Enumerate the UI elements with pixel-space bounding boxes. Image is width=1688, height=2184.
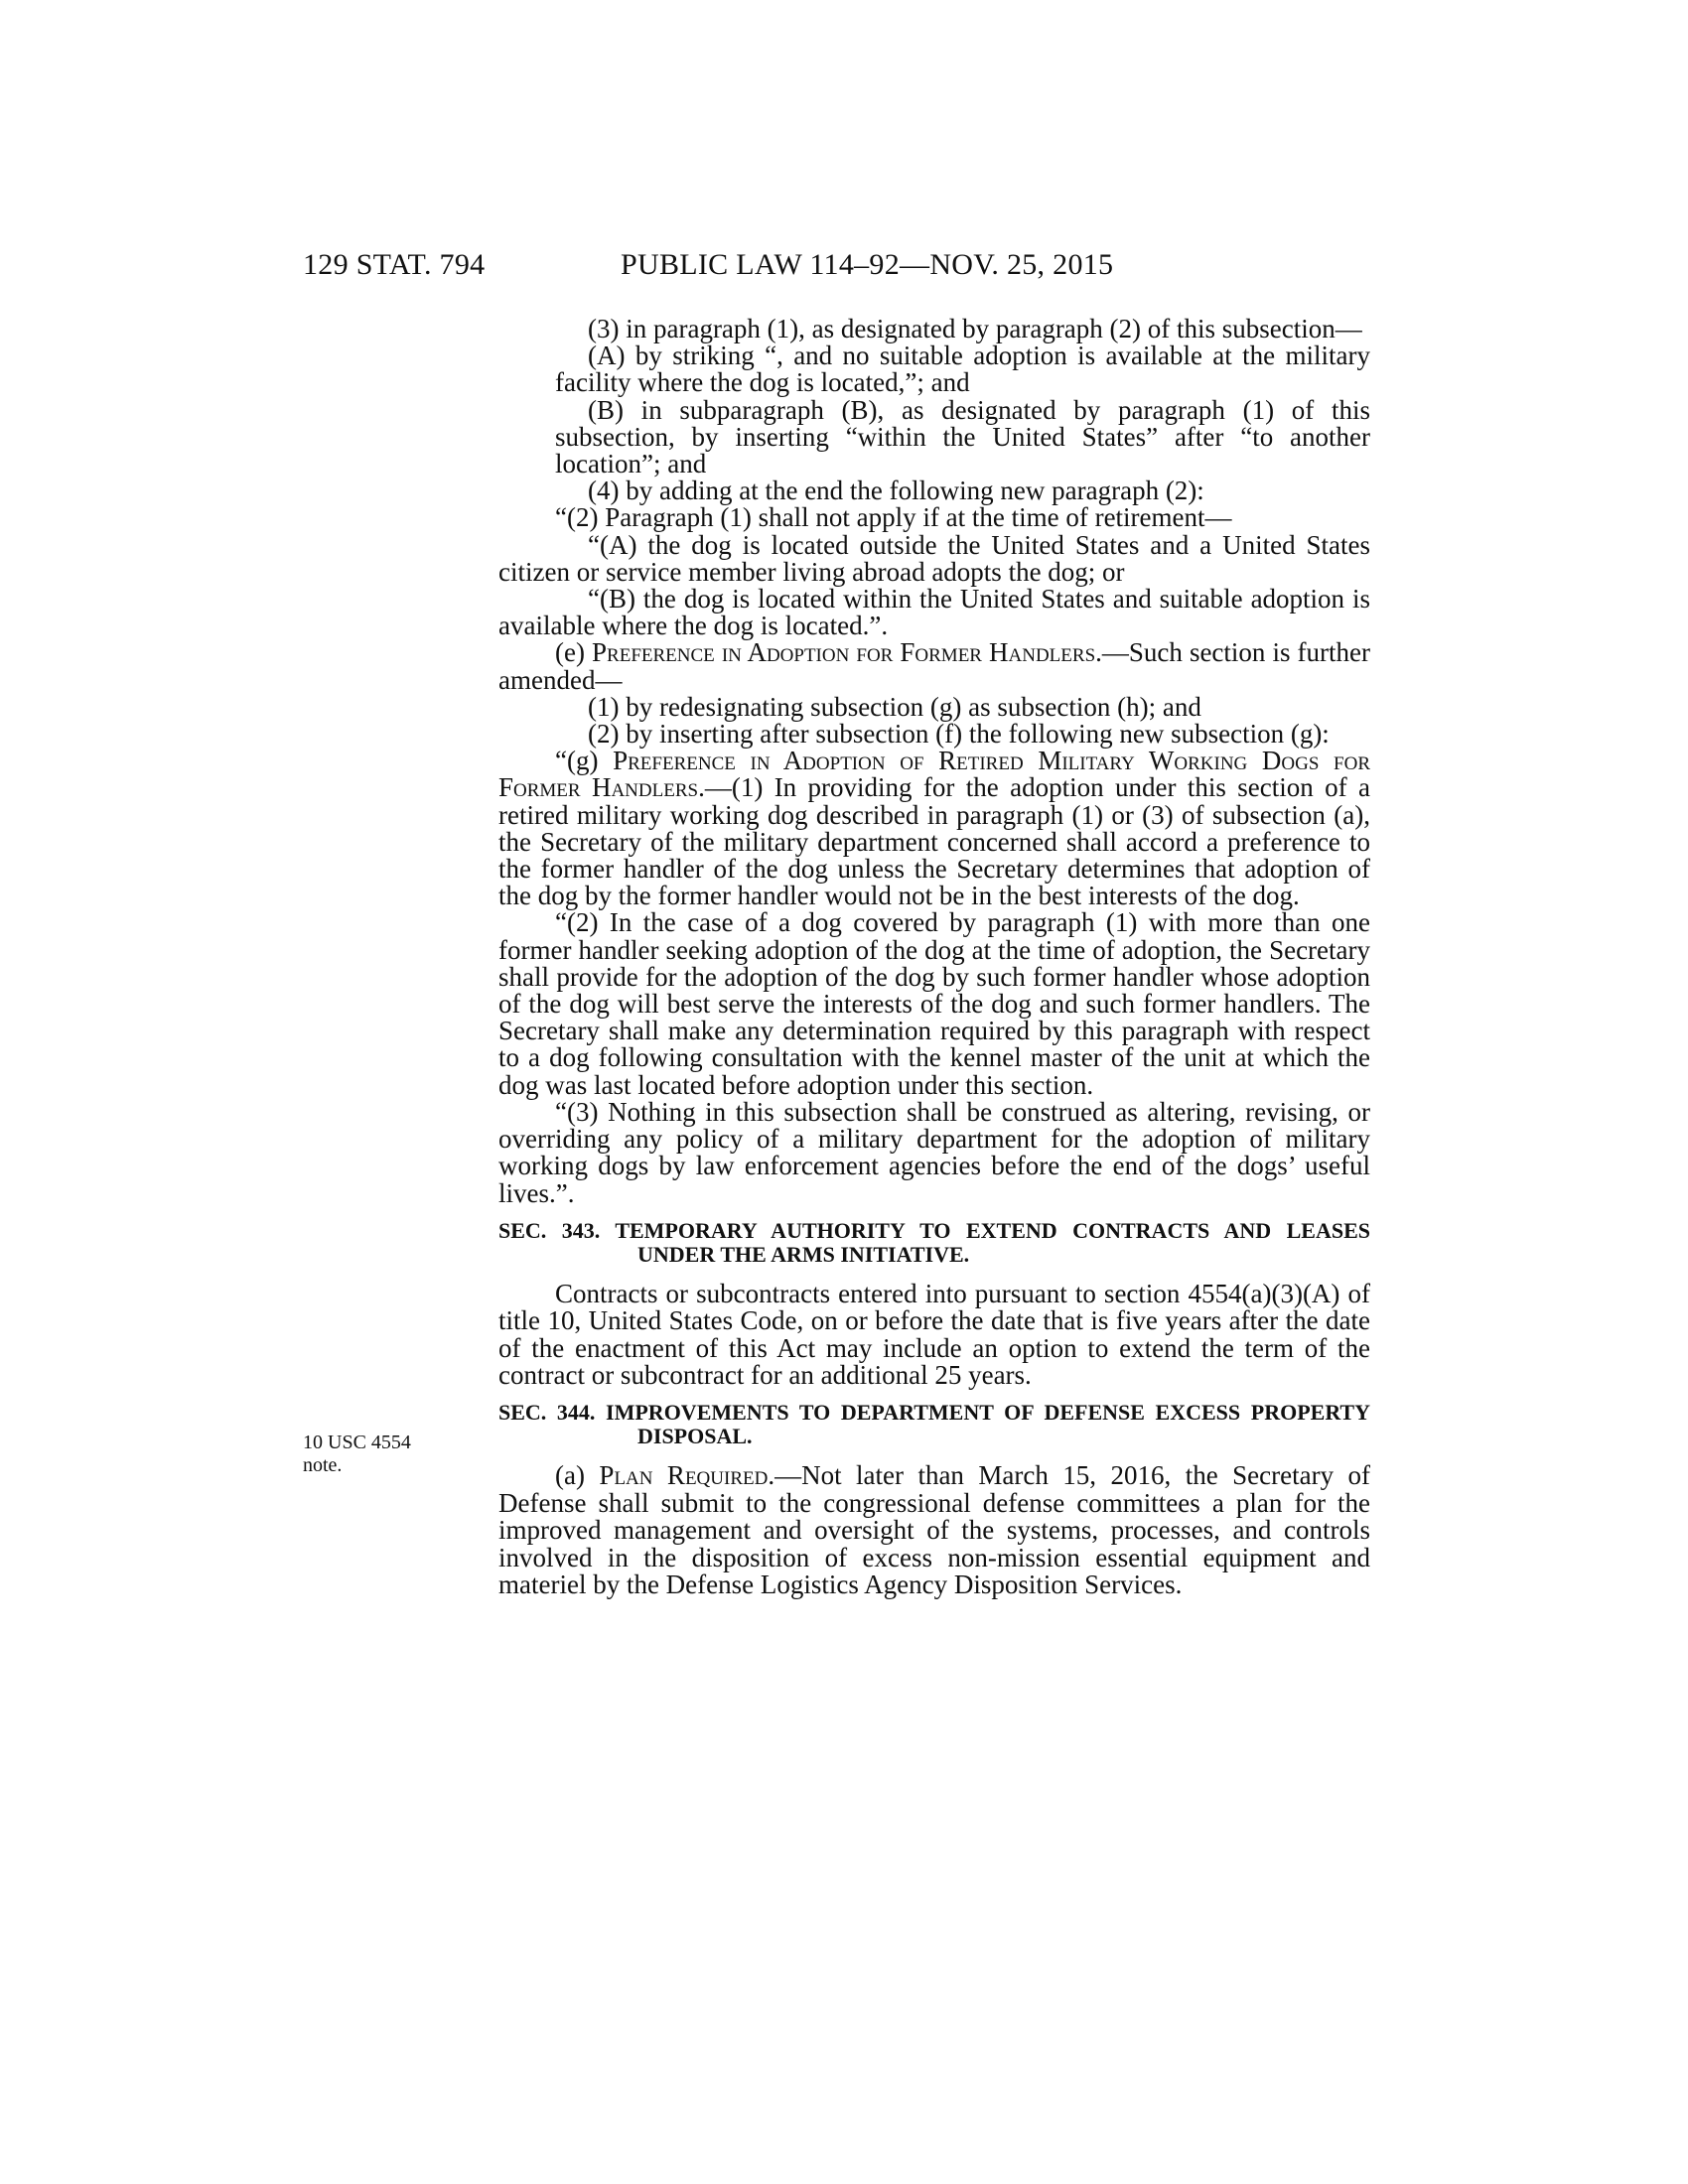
public-law-header: PUBLIC LAW 114–92—NOV. 25, 2015 (621, 248, 1114, 281)
new-subparagraph-a: “(A) the dog is located outside the United States and a United States citizen or service member living abroad adopts the dog; or (498, 529, 1370, 587)
subsection-g-heading: Preference in Adoption of Retired Military Working Dogs for Former Handlers (498, 746, 1370, 803)
subsection-e-heading: Preference in Adoption for Former Handlers (592, 637, 1096, 668)
stat-page-reference: 129 STAT. 794 (303, 248, 486, 281)
section-344-subsection-a (498, 1462, 1370, 1598)
paragraph-4: (4) by adding at the end the following new paragraph (2): (588, 476, 1204, 506)
section-344-lead: (a) (555, 1460, 600, 1491)
subparagraph-b: (B) in subparagraph (B), as designated by paragraph (1) of this subsection, by inserting “within the United States” after “to another location”; and (555, 394, 1370, 479)
subsection-e-text: .—Such section is further amended— (498, 637, 1370, 695)
subsection-g-text: .—(1) In providing for the adoption under this section of a retired military working dog described in paragraph (1) or (3) of subsection (a), the Secretary of the military department concerned shall accord a preference to the former handler of the dog unless the Secretary determines that adoption of the dog by the former handler would not be in the best interests of the dog. (498, 772, 1370, 911)
section-344-title: SEC. 344. IMPROVEMENTS TO DEPARTMENT OF DEFENSE EXCESS PROPERTY DISPOSAL. (498, 1400, 1370, 1449)
subparagraph-a: (A) by striking “, and no suitable adoption is available at the military facility where the dog is located,”; and (555, 341, 1370, 398)
document-body (498, 316, 1370, 1598)
section-344-heading: Plan Required (599, 1460, 769, 1491)
subsection-g-paragraph-3: “(3) Nothing in this subsection shall be construed as altering, revising, or overriding any policy of a military department for the adoption of military working dogs by law enforcement agencies before the end of the dogs’ useful lives.”. (498, 1096, 1370, 1208)
paragraph-3: (3) in paragraph (1), as designated by paragraph (2) of this subsection— (588, 314, 1362, 343)
new-paragraph-2: “(2) Paragraph (1) shall not apply if at the time of retirement— (555, 502, 1232, 533)
section-343-text: Contracts or subcontracts entered into pursuant to section 4554(a)(3)(A) of title 10, United States Code, on or before the date that is five years after the date of the enactment of this Act may include an option to extend the term of the contract or subcontract for an additional 25 years. (498, 1278, 1370, 1390)
section-343-title: SEC. 343. TEMPORARY AUTHORITY TO EXTEND CONTRACTS AND LEASES UNDER THE ARMS INITIATIVE. (498, 1217, 1370, 1267)
margin-note-label: note. (303, 1454, 343, 1476)
amendment-2: (2) by inserting after subsection (f) the following new subsection (g): (588, 719, 1330, 750)
new-subsection-g (498, 748, 1370, 909)
subsection-g-paragraph-2: “(2) In the case of a dog covered by paragraph (1) with more than one former handler seeking adoption of the dog at the time of adoption, the Secretary shall provide for the adoption of the dog by such former handler whose adoption of the dog will best serve the interests of the dog and such former handlers. The Secretary shall make any determination required by this paragraph with respect to a dog following consultation with the kennel master of the unit at which the dog was last located before adoption under this section. (498, 907, 1370, 1100)
margin-note (303, 1432, 472, 1477)
new-subparagraph-b: “(B) the dog is located within the United States and suitable adoption is available where the dog is located.”. (498, 584, 1370, 641)
subsection-g-lead: “(g) (555, 746, 614, 776)
subsection-e (498, 639, 1370, 693)
margin-note-citation: 10 USC 4554 (303, 1432, 411, 1453)
amendment-1: (1) by redesignating subsection (g) as subsection (h); and (588, 691, 1201, 722)
subsection-e-lead: (e) (555, 637, 593, 668)
section-344-text: .—Not later than March 15, 2016, the Secretary of Defense shall submit to the congressional defense committees a plan for the improved management and oversight of the systems, processes, and controls involved in the disposition of excess non-mission essential equipment and materiel by the Defense Logistics Agency Disposition Services. (498, 1460, 1371, 1599)
